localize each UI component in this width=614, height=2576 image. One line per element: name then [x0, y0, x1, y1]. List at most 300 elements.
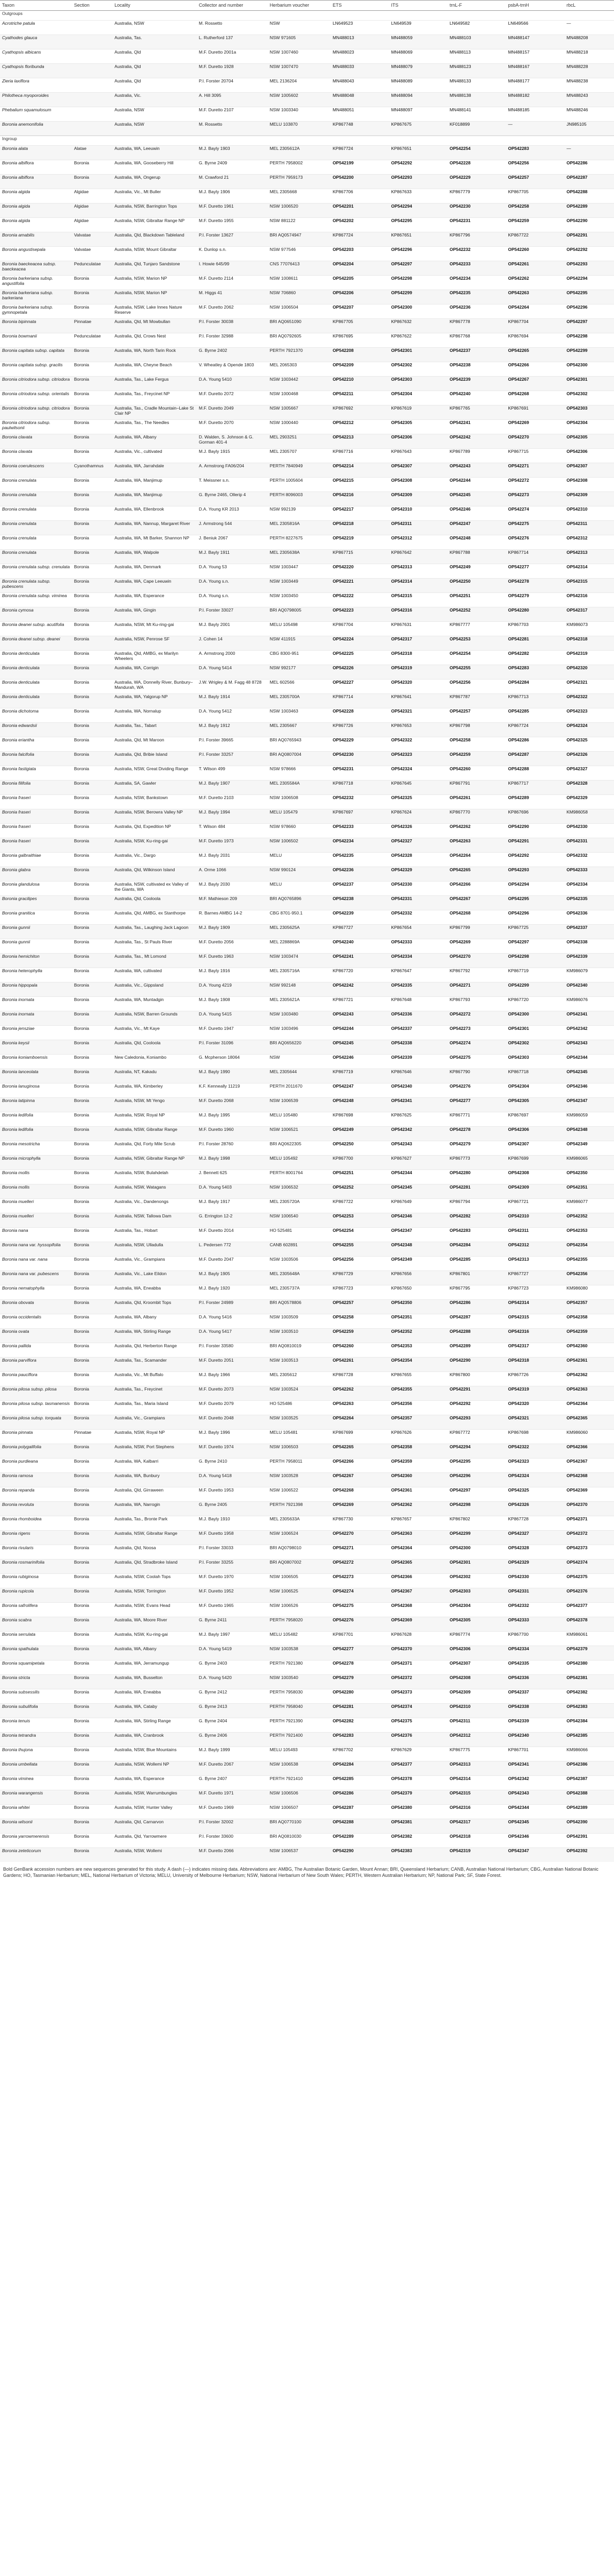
table-row: [0, 1285, 614, 1300]
cell-taxon: Boronia denticulata: [0, 694, 72, 708]
cell-psba: OP542329: [506, 1560, 565, 1574]
cell-taxon: Boronia keysii: [0, 1040, 72, 1055]
cell-its: OP542317: [389, 636, 448, 651]
cell-trnlf: OP542271: [448, 982, 506, 997]
cell-voucher: NSW 1003480: [268, 1011, 331, 1026]
cell-collector: P.I. Forster 20704: [197, 78, 268, 93]
cell-trnlf: OP542258: [448, 737, 506, 752]
cell-locality: Australia, NSW, Barrington Tops: [112, 204, 197, 218]
cell-collector: M.F. Duretto 2073: [197, 1386, 268, 1401]
cell-psba: OP542288: [506, 766, 565, 781]
cell-rbcl: OP542388: [565, 1790, 614, 1805]
cell-collector: D.A. Young 5414: [197, 665, 268, 680]
cell-psba: KP867694: [506, 333, 565, 348]
cell-taxon: Boronia barkeriana subsp. angustifolia: [0, 276, 72, 290]
cell-psba: OP542303: [506, 1055, 565, 1069]
table-row: [0, 1011, 614, 1026]
cell-psba: OP542339: [506, 1718, 565, 1733]
cell-ets: OP542269: [331, 1502, 389, 1516]
cell-taxon: Boronia gracilipes: [0, 896, 72, 910]
cell-taxon: Boronia safrolifera: [0, 1603, 72, 1617]
cell-voucher: NSW 411915: [268, 636, 331, 651]
cell-its: OP542362: [389, 1502, 448, 1516]
cell-collector: M.F. Duretto 1963: [197, 954, 268, 968]
cell-its: KP867629: [389, 1747, 448, 1761]
cell-taxon: Boronia lanuginosa: [0, 1083, 72, 1098]
cell-locality: Australia, Tas., Freycinet: [112, 1386, 197, 1401]
cell-psba: OP542338: [506, 1704, 565, 1718]
cell-locality: Australia, Tas., The Needles: [112, 420, 197, 434]
cell-psba: OP542262: [506, 276, 565, 290]
cell-trnlf: KP867777: [448, 622, 506, 636]
cell-taxon: Philotheca myoporoides: [0, 93, 72, 107]
cell-collector: G. Errington 12-2: [197, 1213, 268, 1228]
cell-rbcl: OP542363: [565, 1386, 614, 1401]
cell-rbcl: OP542375: [565, 1574, 614, 1588]
cell-its: OP542334: [389, 954, 448, 968]
cell-rbcl: OP542315: [565, 579, 614, 593]
table-row: [0, 261, 614, 276]
cell-voucher: NSW 1003540: [268, 1675, 331, 1689]
cell-psba: OP542305: [506, 1098, 565, 1112]
cell-taxon: Boronia citriodora subsp. orientalis: [0, 391, 72, 405]
cell-taxon: Boronia deanei subsp. deanei: [0, 636, 72, 651]
table-row: [0, 1617, 614, 1632]
cell-rbcl: OP542314: [565, 564, 614, 579]
cell-section: Boronia: [72, 910, 113, 925]
cell-section: Boronia: [72, 1343, 113, 1358]
cell-rbcl: OP542387: [565, 1776, 614, 1790]
cell-voucher: MEL 2305644: [268, 1069, 331, 1083]
cell-ets: KP867692: [331, 405, 389, 420]
cell-psba: KP867700: [506, 1632, 565, 1646]
cell-rbcl: OP542317: [565, 607, 614, 622]
cell-its: MN488069: [389, 49, 448, 64]
cell-taxon: Boronia ramosa: [0, 1473, 72, 1487]
cell-its: OP542325: [389, 795, 448, 809]
cell-psba: OP542336: [506, 1675, 565, 1689]
cell-trnlf: OP542233: [448, 261, 506, 276]
cell-taxon: Boronia hippopala: [0, 982, 72, 997]
cell-its: OP542346: [389, 1213, 448, 1228]
cell-section: Boronia: [72, 175, 113, 189]
table-row: [0, 1083, 614, 1098]
cell-section: Boronia: [72, 1329, 113, 1343]
cell-taxon: Boronia purdieana: [0, 1459, 72, 1473]
cell-locality: Australia, Qld, Forty Mile Scrub: [112, 1141, 197, 1156]
group-row: [0, 136, 614, 146]
cell-locality: Australia, Tas., Maria Island: [112, 1401, 197, 1415]
cell-section: Boronia: [72, 1574, 113, 1588]
cell-collector: D.A. Young 5415: [197, 1011, 268, 1026]
cell-collector: M.F. Duretto 2001a: [197, 49, 268, 64]
cell-collector: M.F. Duretto 2049: [197, 405, 268, 420]
cell-taxon: Boronia clavata: [0, 449, 72, 463]
cell-locality: Australia, Vic., Gippsland: [112, 982, 197, 997]
cell-psba: OP542343: [506, 1790, 565, 1805]
cell-locality: Australia, Qld, AMBG, ex Stanthorpe: [112, 910, 197, 925]
cell-section: Boronia: [72, 1805, 113, 1819]
table-row: [0, 276, 614, 290]
cell-voucher: NSW 1006540: [268, 1213, 331, 1228]
cell-taxon: Boronia mollis: [0, 1184, 72, 1199]
cell-locality: Australia, WA, Corrigin: [112, 665, 197, 680]
cell-collector: M.J. Bayly 1914: [197, 694, 268, 708]
table-row: [0, 1574, 614, 1588]
cell-collector: P.I. Forster 13627: [197, 232, 268, 247]
cell-trnlf: MN488138: [448, 93, 506, 107]
table-row: [0, 1704, 614, 1718]
cell-taxon: Boronia eriantha: [0, 737, 72, 752]
cell-ets: OP542234: [331, 838, 389, 853]
cell-its: OP542354: [389, 1358, 448, 1372]
cell-rbcl: KM986066: [565, 1747, 614, 1761]
cell-ets: KP867726: [331, 723, 389, 737]
cell-taxon: Boronia falcifolia: [0, 752, 72, 766]
cell-section: Boronia: [72, 1660, 113, 1675]
cell-its: KP867632: [389, 319, 448, 333]
cell-section: Valvatae: [72, 247, 113, 261]
cell-collector: P.I. Forster 33033: [197, 1545, 268, 1560]
cell-psba: LN649566: [506, 21, 565, 35]
cell-locality: Australia, Vic., Dandenongs: [112, 1199, 197, 1213]
cell-ets: OP542244: [331, 1026, 389, 1040]
cell-psba: KP867722: [506, 232, 565, 247]
table-row: [0, 1761, 614, 1776]
cell-voucher: MELU: [268, 853, 331, 867]
cell-section: Boronia: [72, 1141, 113, 1156]
cell-taxon: Boronia warangensis: [0, 1790, 72, 1805]
cell-collector: M.J. Bayly 1908: [197, 997, 268, 1011]
cell-voucher: HO 525481: [268, 1228, 331, 1242]
cell-its: OP542299: [389, 290, 448, 304]
cell-rbcl: KM986080: [565, 1285, 614, 1300]
cell-voucher: NSW 1007470: [268, 64, 331, 78]
cell-trnlf: OP542318: [448, 1834, 506, 1848]
cell-taxon: Boronia heterophylla: [0, 968, 72, 982]
cell-section: Boronia: [72, 939, 113, 954]
cell-taxon: Boronia inornata: [0, 997, 72, 1011]
cell-rbcl: OP542312: [565, 535, 614, 550]
cell-collector: G. Byrne 2412: [197, 1689, 268, 1704]
cell-locality: Australia, NSW, Mt Ku-ring-gai: [112, 622, 197, 636]
cell-its: OP542343: [389, 1141, 448, 1156]
cell-locality: Australia, NSW, Lake Innes Nature Reserve: [112, 304, 197, 319]
cell-locality: Australia, Qld, Crows Nest: [112, 333, 197, 348]
cell-taxon: Boronia crenulata: [0, 550, 72, 564]
cell-taxon: Boronia lanceolata: [0, 1069, 72, 1083]
cell-ets: OP542287: [331, 1805, 389, 1819]
cell-trnlf: OP542292: [448, 1401, 506, 1415]
cell-voucher: MELU 103870: [268, 122, 331, 136]
cell-taxon: Boronia inornata: [0, 1011, 72, 1026]
cell-voucher: MEL 2305633A: [268, 1516, 331, 1531]
cell-collector: M.F. Duretto 1965: [197, 1603, 268, 1617]
cell-locality: Australia, WA, Stirling Range: [112, 1329, 197, 1343]
cell-its: OP542355: [389, 1386, 448, 1401]
cell-collector: P.I. Forster 32988: [197, 333, 268, 348]
cell-taxon: Boronia glandulosa: [0, 882, 72, 896]
cell-its: OP542330: [389, 882, 448, 896]
cell-psba: OP542267: [506, 377, 565, 391]
cell-psba: KP867723: [506, 1285, 565, 1300]
cell-psba: OP542289: [506, 795, 565, 809]
cell-its: KP867655: [389, 1372, 448, 1386]
cell-rbcl: OP542289: [565, 204, 614, 218]
cell-voucher: PERTH 7921410: [268, 1776, 331, 1790]
cell-collector: M.J. Bayly 1905: [197, 1271, 268, 1285]
cell-taxon: Boronia zeteticorum: [0, 1848, 72, 1862]
cell-rbcl: OP542294: [565, 276, 614, 290]
cell-taxon: Boronia crenulata subsp. pubescens: [0, 579, 72, 593]
cell-psba: OP542281: [506, 636, 565, 651]
cell-its: OP542318: [389, 651, 448, 665]
cell-psba: OP542323: [506, 1459, 565, 1473]
cell-trnlf: OP542251: [448, 593, 506, 607]
cell-section: Boronia: [72, 781, 113, 795]
table-row: [0, 1733, 614, 1747]
cell-trnlf: OP542312: [448, 1733, 506, 1747]
table-row: [0, 1242, 614, 1257]
cell-psba: KP867714: [506, 550, 565, 564]
cell-ets: OP542289: [331, 1834, 389, 1848]
cell-rbcl: OP542362: [565, 1372, 614, 1386]
cell-trnlf: OP542310: [448, 1704, 506, 1718]
cell-collector: M.F. Duretto 1969: [197, 1805, 268, 1819]
cell-voucher: NSW 1006524: [268, 1531, 331, 1545]
cell-locality: Australia, Qld, Girraween: [112, 1487, 197, 1502]
cell-section: Boronia: [72, 1632, 113, 1646]
cell-collector: T. Wilson 484: [197, 824, 268, 838]
cell-voucher: PERTH 2011670: [268, 1083, 331, 1098]
cell-section: Boronia: [72, 564, 113, 579]
cell-collector: G. Byrne 2402: [197, 348, 268, 362]
cell-taxon: Boronia crenulata: [0, 506, 72, 521]
cell-locality: Australia, WA, Kimberley: [112, 1083, 197, 1098]
cell-rbcl: MN488243: [565, 93, 614, 107]
cell-taxon: Boronia mollis: [0, 1170, 72, 1184]
cell-voucher: NSW 1006502: [268, 838, 331, 853]
cell-locality: Australia, NSW, Bankstown: [112, 795, 197, 809]
cell-locality: Australia, SA, Gawler: [112, 781, 197, 795]
cell-voucher: NSW 1008611: [268, 276, 331, 290]
cell-locality: Australia, WA, Jarrahdale: [112, 463, 197, 478]
cell-locality: Australia, WA, Kalbarri: [112, 1459, 197, 1473]
cell-its: KP867675: [389, 122, 448, 136]
cell-psba: OP542264: [506, 304, 565, 319]
cell-taxon: Cyathopsis albicans: [0, 49, 72, 64]
cell-taxon: Boronia subulifolia: [0, 1704, 72, 1718]
cell-rbcl: OP542335: [565, 896, 614, 910]
cell-voucher: MEL 2305621A: [268, 997, 331, 1011]
cell-voucher: MEL 2305648A: [268, 1271, 331, 1285]
cell-psba: OP542279: [506, 593, 565, 607]
cell-trnlf: OP542262: [448, 824, 506, 838]
cell-ets: KP867727: [331, 925, 389, 939]
table-row: [0, 997, 614, 1011]
group-row: [0, 11, 614, 21]
cell-ets: OP542239: [331, 910, 389, 925]
cell-ets: KP867705: [331, 319, 389, 333]
cell-its: KP867657: [389, 1516, 448, 1531]
table-row: [0, 968, 614, 982]
cell-section: Boronia: [72, 290, 113, 304]
cell-rbcl: MN488218: [565, 49, 614, 64]
cell-rbcl: OP542360: [565, 1343, 614, 1358]
cell-rbcl: OP542331: [565, 838, 614, 853]
column-header: Locality: [112, 1, 197, 11]
cell-taxon: Boronia pilosa subsp. torquata: [0, 1415, 72, 1430]
cell-ets: OP542230: [331, 752, 389, 766]
column-header: ETS: [331, 1, 389, 11]
cell-collector: D.A. Young s.n.: [197, 593, 268, 607]
cell-locality: Australia, NSW, Gibraltar Range: [112, 1127, 197, 1141]
cell-ets: OP542204: [331, 261, 389, 276]
cell-collector: M.F. Duretto 1971: [197, 1790, 268, 1805]
cell-taxon: Zieria laxiflora: [0, 78, 72, 93]
cell-rbcl: OP542311: [565, 521, 614, 535]
cell-taxon: Boronia mesotricha: [0, 1141, 72, 1156]
cell-its: KP867622: [389, 333, 448, 348]
cell-its: OP542304: [389, 391, 448, 405]
cell-trnlf: KP867798: [448, 723, 506, 737]
column-header: trnL-F: [448, 1, 506, 11]
cell-taxon: Boronia rigens: [0, 1531, 72, 1545]
cell-taxon: Boronia tenuis: [0, 1718, 72, 1733]
cell-collector: G. Byrne 2405: [197, 1502, 268, 1516]
table-row: [0, 146, 614, 160]
cell-rbcl: OP542295: [565, 290, 614, 304]
cell-psba: OP542269: [506, 420, 565, 434]
cell-section: Boronia: [72, 276, 113, 290]
cell-section: Boronia: [72, 1459, 113, 1473]
cell-its: OP542359: [389, 1459, 448, 1473]
cell-section: Pinnatae: [72, 319, 113, 333]
cell-locality: Australia, Qld, Carnarvon: [112, 1819, 197, 1834]
cell-its: OP542358: [389, 1444, 448, 1459]
cell-ets: OP542279: [331, 1675, 389, 1689]
cell-ets: OP542226: [331, 665, 389, 680]
cell-voucher: NSW 971605: [268, 35, 331, 49]
cell-taxon: Boronia squamipetala: [0, 1660, 72, 1675]
cell-voucher: NSW 1003450: [268, 593, 331, 607]
cell-its: KP867653: [389, 723, 448, 737]
cell-locality: Australia, NSW, Wollemi: [112, 1848, 197, 1862]
cell-voucher: BRI AQ0578806: [268, 1300, 331, 1314]
cell-psba: OP542266: [506, 362, 565, 377]
cell-taxon: Boronia fastigiata: [0, 766, 72, 781]
group-label: Outgroups: [0, 11, 614, 21]
cell-section: [72, 78, 113, 93]
cell-ets: KP867724: [331, 146, 389, 160]
cell-voucher: NSW 706860: [268, 290, 331, 304]
cell-section: Algidae: [72, 189, 113, 204]
cell-collector: M.F. Duretto 2103: [197, 795, 268, 809]
cell-its: OP542333: [389, 939, 448, 954]
cell-trnlf: KP867801: [448, 1271, 506, 1285]
cell-trnlf: OP542268: [448, 910, 506, 925]
cell-collector: M.F. Duretto 2107: [197, 107, 268, 122]
cell-section: Boronia: [72, 1747, 113, 1761]
table-row: [0, 1588, 614, 1603]
cell-psba: OP542275: [506, 521, 565, 535]
table-row: [0, 651, 614, 665]
table-row: [0, 478, 614, 492]
cell-collector: L. Pedersen 772: [197, 1242, 268, 1257]
cell-psba: KP867718: [506, 1069, 565, 1083]
cell-ets: OP542254: [331, 1228, 389, 1242]
cell-its: KP867645: [389, 781, 448, 795]
cell-locality: Australia, WA, Denmark: [112, 564, 197, 579]
cell-its: OP542315: [389, 593, 448, 607]
cell-trnlf: OP542319: [448, 1848, 506, 1862]
cell-ets: OP542213: [331, 434, 389, 449]
cell-rbcl: OP542349: [565, 1141, 614, 1156]
cell-voucher: PERTH 7921398: [268, 1502, 331, 1516]
cell-locality: Australia, WA, Manjimup: [112, 492, 197, 506]
cell-its: OP542338: [389, 1040, 448, 1055]
cell-locality: Australia, WA, Busselton: [112, 1675, 197, 1689]
cell-its: OP542309: [389, 492, 448, 506]
cell-ets: OP542199: [331, 160, 389, 175]
table-row: [0, 1372, 614, 1386]
cell-psba: OP542312: [506, 1242, 565, 1257]
cell-taxon: Boronia angustisepala: [0, 247, 72, 261]
cell-section: Boronia: [72, 607, 113, 622]
cell-psba: KP867703: [506, 622, 565, 636]
cell-trnlf: OP542297: [448, 1487, 506, 1502]
table-row: [0, 1531, 614, 1545]
cell-rbcl: OP542390: [565, 1819, 614, 1834]
cell-locality: Australia, NSW: [112, 107, 197, 122]
table-row: [0, 1069, 614, 1083]
table-row: [0, 1502, 614, 1516]
cell-taxon: Boronia muelleri: [0, 1213, 72, 1228]
cell-voucher: NSW 1003528: [268, 1473, 331, 1487]
cell-collector: I. Howie 645/99: [197, 261, 268, 276]
cell-section: Boronia: [72, 1314, 113, 1329]
cell-psba: MN488177: [506, 78, 565, 93]
cell-voucher: NSW 1003506: [268, 1257, 331, 1271]
cell-voucher: PERTH 8001764: [268, 1170, 331, 1184]
cell-section: Pedunculatae: [72, 261, 113, 276]
cell-trnlf: OP542249: [448, 564, 506, 579]
cell-ets: OP542241: [331, 954, 389, 968]
cell-voucher: MEL 2305707: [268, 449, 331, 463]
cell-ets: OP542233: [331, 824, 389, 838]
cell-locality: Australia, NSW, Gibraltar Range NP: [112, 1156, 197, 1170]
cell-section: Boronia: [72, 391, 113, 405]
cell-its: MN488094: [389, 93, 448, 107]
cell-taxon: Boronia ledifolia: [0, 1127, 72, 1141]
cell-rbcl: OP542370: [565, 1502, 614, 1516]
table-row: [0, 1156, 614, 1170]
cell-section: Boronia: [72, 1487, 113, 1502]
cell-psba: OP542326: [506, 1502, 565, 1516]
cell-its: OP542352: [389, 1329, 448, 1343]
cell-rbcl: OP542380: [565, 1660, 614, 1675]
table-row: [0, 122, 614, 136]
cell-collector: P.I. Forster 28760: [197, 1141, 268, 1156]
cell-voucher: BRI AQ0765943: [268, 737, 331, 752]
cell-locality: Australia, Qld: [112, 78, 197, 93]
cell-its: KP867649: [389, 1199, 448, 1213]
cell-ets: KP867719: [331, 1069, 389, 1083]
cell-trnlf: OP542289: [448, 1343, 506, 1358]
cell-collector: T. Meissner s.n.: [197, 478, 268, 492]
cell-collector: M.F. Duretto 1953: [197, 1487, 268, 1502]
cell-psba: OP542285: [506, 708, 565, 723]
